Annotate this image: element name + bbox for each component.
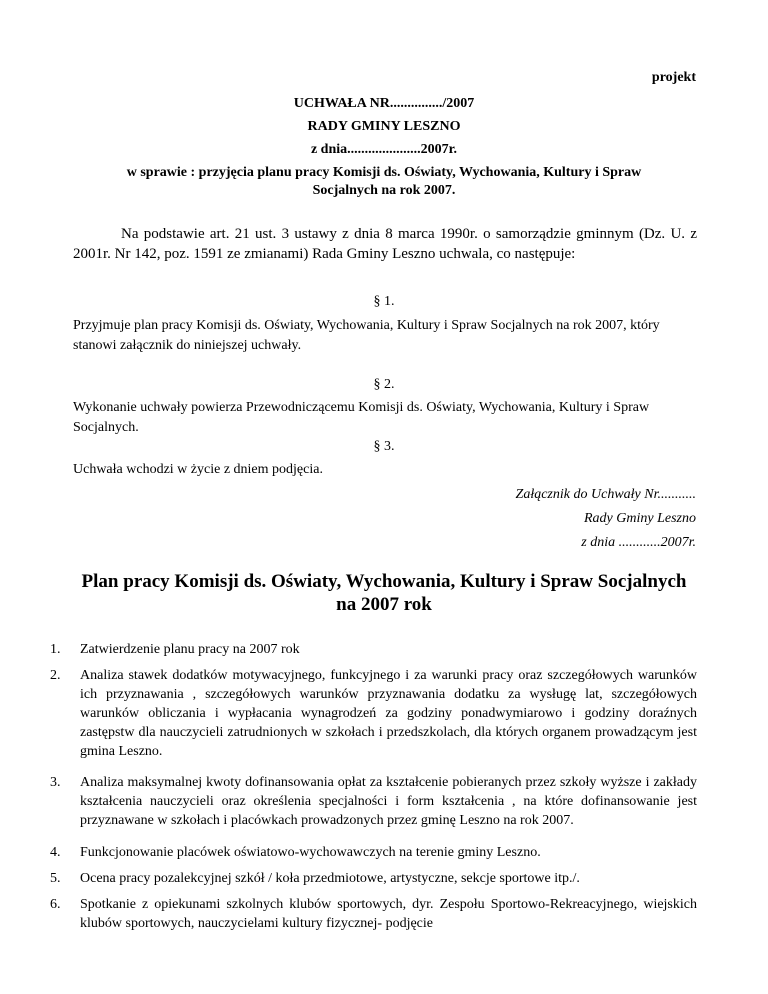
plan-item-number: 6. (50, 897, 61, 912)
subject-line-2: Socjalnych na rok 2007. (312, 183, 456, 198)
section-2-text: Wykonanie uchwały powierza Przewodniczącemu Komisji ds. Oświaty, Wychowania, Kultury i Spraw Socjalnych. (73, 400, 650, 435)
plan-item (50, 640, 697, 659)
plan-item-text: Ocena pracy pozalekcyjnej szkół / koła przedmiotowe, artystyczne, sekcje sportowe itp./. (80, 871, 580, 886)
plan-item-text: Zatwierdzenie planu pracy na 2007 rok (80, 642, 300, 657)
plan-item-number: 1. (50, 642, 61, 657)
plan-item-number: 3. (50, 775, 61, 790)
plan-title-line-1: Plan pracy Komisji ds. Oświaty, Wychowania, Kultury i Spraw Socjalnych (81, 571, 687, 592)
plan-item-text: Funkcjonowanie placówek oświatowo-wychowawczych na terenie gminy Leszno. (80, 845, 541, 860)
plan-item (50, 666, 697, 761)
attachment-line-3: z dnia ............2007r. (581, 535, 696, 550)
plan-item (50, 895, 697, 933)
preamble: Na podstawie art. 21 ust. 3 ustawy z dnia 8 marca 1990r. o samorządzie gminnym (Dz. U. z 2001r. Nr 142, poz. 1591 ze zmianami) Rada Gminy Leszno uchwala, co następuje: (73, 226, 697, 262)
resolution-date: z dnia.....................2007r. (310, 142, 458, 157)
council-name: RADY GMINY LESZNO (307, 119, 461, 134)
subject-line-1: w sprawie : przyjęcia planu pracy Komisji ds. Oświaty, Wychowania, Kultury i Spraw (126, 165, 642, 180)
plan-item-text: Spotkanie z opiekunami szkolnych klubów sportowych, dyr. Zespołu Sportowo-Rekreacyjnego, wiejskich klubów sportowych, nauczycielami kultury fizycznej- podjęcie (80, 897, 697, 931)
plan-item (50, 869, 697, 888)
section-2-mark: § 2. (373, 377, 395, 392)
plan-item-number: 2. (50, 668, 61, 683)
attachment-line-2: Rady Gminy Leszno (584, 511, 696, 526)
plan-title-line-2: na 2007 rok (336, 594, 432, 615)
plan-title (0, 570, 768, 616)
resolution-number: UCHWAŁA NR.............../2007 (293, 96, 475, 111)
plan-item (50, 773, 697, 830)
attachment-line-1: Załącznik do Uchwały Nr........... (515, 487, 696, 502)
project-label: projekt (651, 70, 696, 85)
plan-item-text: Analiza stawek dodatków motywacyjnego, funkcyjnego i za warunki pracy oraz szczegółowych warunków ich przyznawania , szczegółowych warunków przyznawania dodatku za wysługę lat, szczegółowych warunków obliczania i wypłacania wynagrodzeń za godziny ponadwymiarowo i godziny doraźnych zastępstw dla nauczycieli zatrudnionych w szkołach i przedszkolach, dla których organem prowadzącym jest gmina Leszno. (80, 668, 697, 759)
plan-item-number: 5. (50, 871, 61, 886)
plan-item-number: 4. (50, 845, 61, 860)
plan-item-text: Analiza maksymalnej kwoty dofinansowania opłat za kształcenie pobieranych przez szkoły wyższe i zakłady kształcenia nauczycieli oraz określenia specjalności i form kształcenia , na które dofinansowanie jest przyznawane w szkołach i placówkach prowadzonych przez gminę Leszno na rok 2007. (80, 775, 697, 828)
section-3-text: Uchwała wchodzi w życie z dniem podjęcia. (73, 462, 323, 477)
plan-item (50, 843, 697, 862)
section-1-text: Przyjmuje plan pracy Komisji ds. Oświaty, Wychowania, Kultury i Spraw Socjalnych na rok 2007, który stanowi załącznik do niniejszej uchwały. (73, 318, 660, 353)
section-3-mark: § 3. (373, 439, 395, 454)
section-1-mark: § 1. (373, 294, 395, 309)
